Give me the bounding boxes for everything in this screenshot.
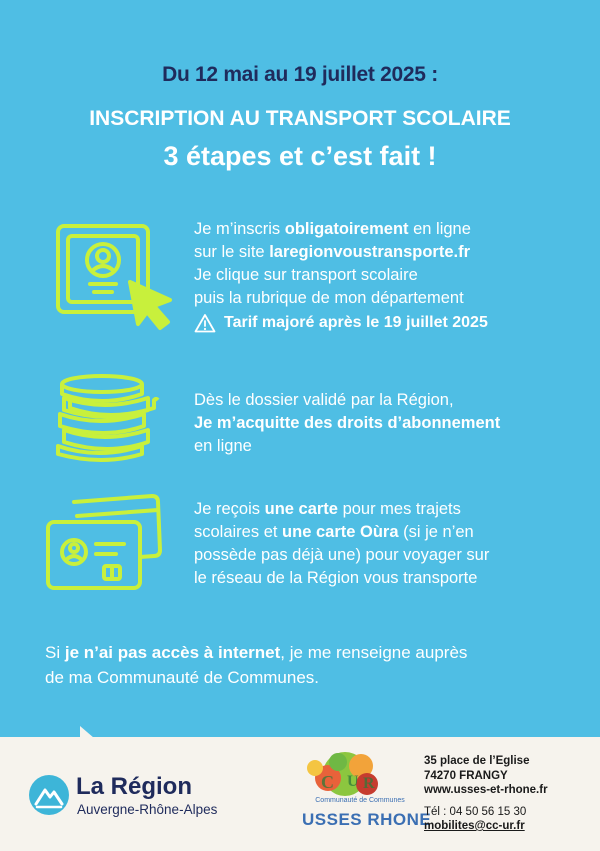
svg-text:U: U xyxy=(347,773,359,790)
step-2-text: Dès le dossier validé par la Région, Je m’acquitte des droits d’abonnement en ligne xyxy=(194,391,501,455)
step-3-text: Je reçois une carte pour mes trajets scolaires et une carte Oùra (si je n’en possède pas déjà une) pour voyager sur le réseau de la Région vous transporte xyxy=(194,500,490,587)
coins-icon xyxy=(50,372,160,464)
profile-click-icon xyxy=(52,222,178,334)
emphasis: une carte Oùra xyxy=(282,523,399,541)
email-link[interactable]: mobilites@cc-ur.fr xyxy=(424,820,525,832)
flyer-subtitle: 3 étapes et c’est fait ! xyxy=(163,141,437,171)
warning-icon xyxy=(194,313,216,333)
emphasis: une carte xyxy=(264,500,338,518)
ccur-name: USSES RHONE xyxy=(302,810,432,829)
address-line-2: 74270 FRANGY xyxy=(424,769,508,782)
cards-icon xyxy=(44,494,164,594)
region-subname: Auvergne-Rhône-Alpes xyxy=(77,802,218,817)
step-1-text: Je m’inscris obligatoirement en ligne sur le site laregionvoustransporte.fr Je clique sur transport scolaire puis la rubrique de mon département xyxy=(194,220,471,307)
region-logo-icon xyxy=(28,774,70,816)
emphasis: je n’ai pas accès à internet xyxy=(64,643,281,662)
svg-text:R: R xyxy=(363,775,375,792)
flyer-title: INSCRIPTION AU TRANSPORT SCOLAIRE xyxy=(89,107,511,130)
region-name: La Région xyxy=(76,773,193,800)
spacer xyxy=(424,798,548,805)
offline-note: Si je n’ai pas accès à internet, je me renseigne auprès de ma Communauté de Communes. xyxy=(45,643,468,687)
emphasis: Je m’acquitte des droits d’abonnement xyxy=(194,414,501,432)
late-fee-warning xyxy=(194,313,488,333)
svg-text:C: C xyxy=(321,772,334,792)
website-link[interactable]: www.usses-et-rhone.fr xyxy=(424,784,548,796)
phone-number: Tél : 04 50 56 15 30 xyxy=(424,805,527,818)
warning-text: Tarif majoré après le 19 juillet 2025 xyxy=(224,314,488,331)
address-line-1: 35 place de l’Eglise xyxy=(424,755,530,767)
website-link[interactable]: laregionvoustransporte.fr xyxy=(269,243,470,261)
contact-block xyxy=(424,754,548,834)
registration-dates: Du 12 mai au 19 juillet 2025 : xyxy=(162,63,438,86)
ccur-tagline: Communauté de Communes xyxy=(315,797,405,804)
emphasis: obligatoirement xyxy=(284,220,409,238)
